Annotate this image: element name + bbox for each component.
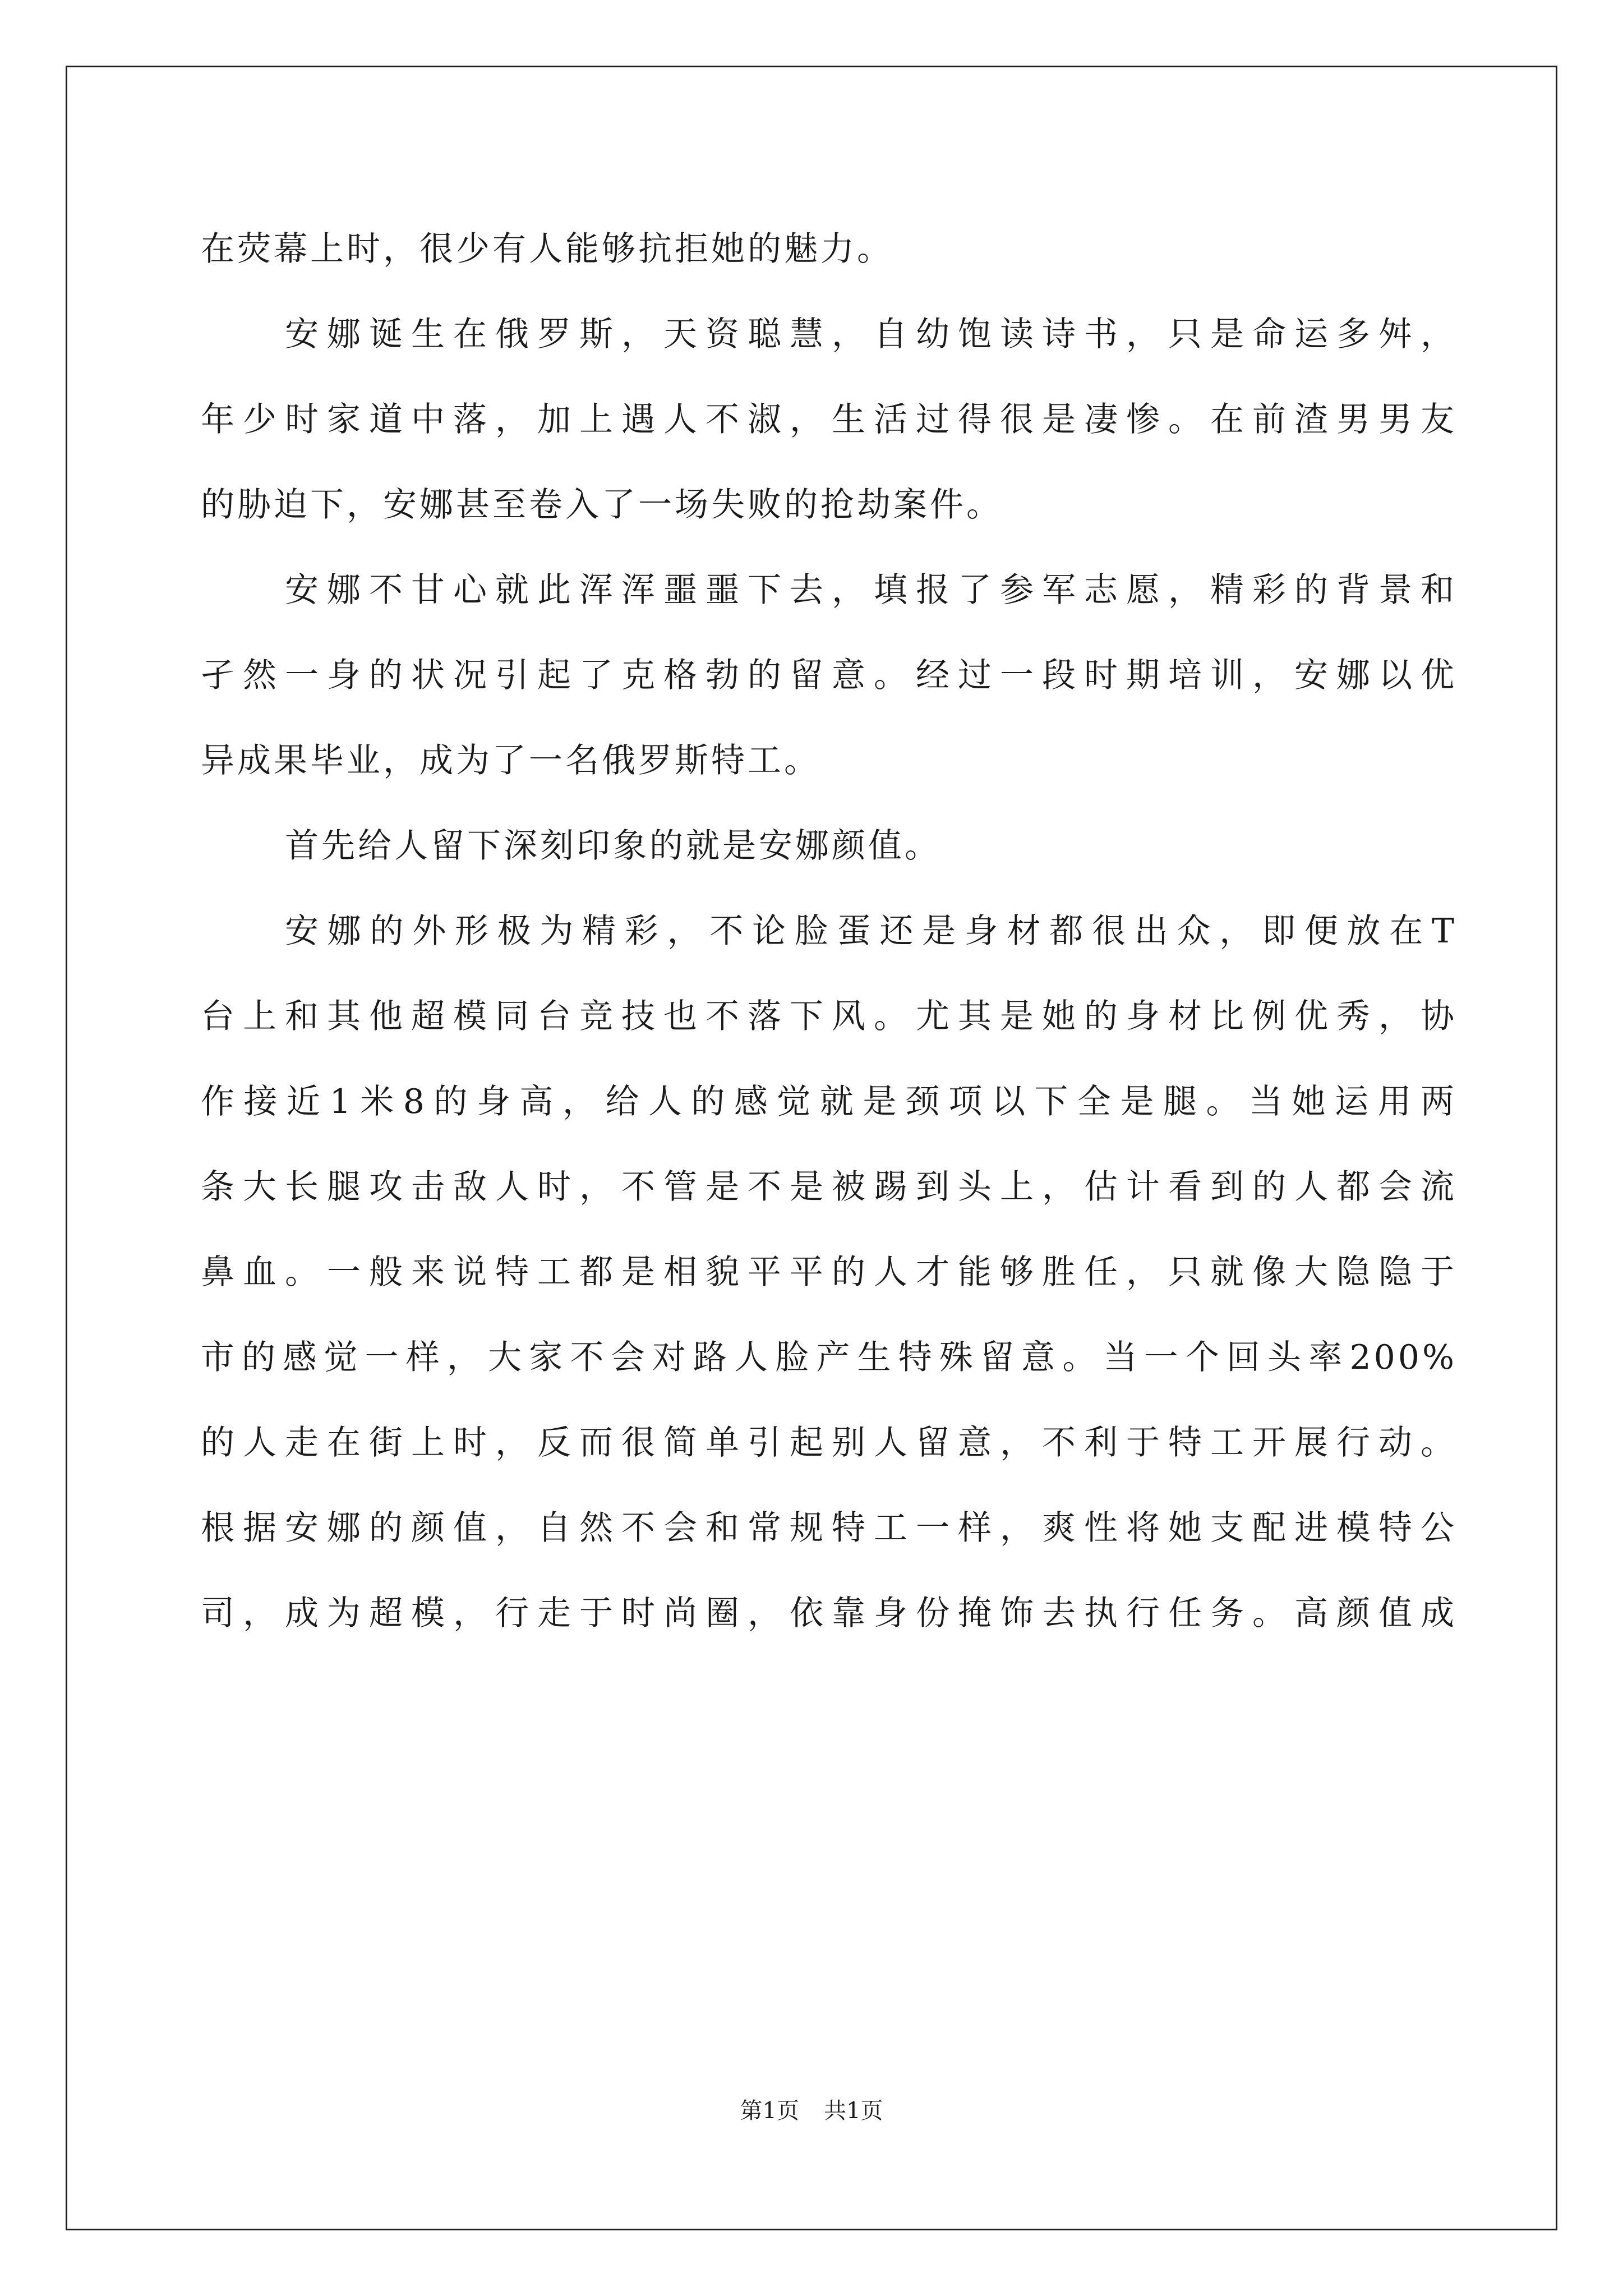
- page-number: 第1页: [740, 2098, 799, 2124]
- paragraph-line: 安娜不甘心就此浑浑噩噩下去，填报了参军志愿，精彩的背景和: [285, 570, 1457, 610]
- document-body: [201, 206, 1457, 1656]
- paragraph-line: 的人走在街上时，反而很简单引起别人留意，不利于特工开展行动。: [201, 1423, 1457, 1462]
- paragraph-line: 的胁迫下，安娜甚至卷入了一场失败的抢劫案件。: [201, 485, 1003, 524]
- paragraph-line: 安娜诞生在俄罗斯，天资聪慧，自幼饱读诗书，只是命运多舛，: [285, 315, 1457, 354]
- paragraph-line: 根据安娜的颜值，自然不会和常规特工一样，爽性将她支配进模特公: [201, 1508, 1457, 1548]
- paragraph-line: 作接近1米8的身高，给人的感觉就是颈项以下全是腿。当她运用两: [201, 1082, 1457, 1121]
- paragraph-line: 条大长腿攻击敌人时，不管是不是被踢到头上，估计看到的人都会流: [201, 1167, 1457, 1207]
- paragraph-line: 孑然一身的状况引起了克格勃的留意。经过一段时期培训，安娜以优: [201, 656, 1457, 695]
- paragraph-line: 年少时家道中落，加上遇人不淑，生活过得很是凄惨。在前渣男男友: [201, 400, 1457, 439]
- paragraph-line: 鼻血。一般来说特工都是相貌平平的人才能够胜任，只就像大隐隐于: [201, 1253, 1457, 1292]
- page-footer: [0, 2095, 1623, 2127]
- paragraph-line: 台上和其他超模同台竞技也不落下风。尤其是她的身材比例优秀，协: [201, 997, 1457, 1036]
- page-total: 共1页: [824, 2098, 883, 2124]
- paragraph-line: 安娜的外形极为精彩，不论脸蛋还是身材都很出众，即便放在T: [285, 912, 1457, 951]
- paragraph-line: 市的感觉一样，大家不会对路人脸产生特殊留意。当一个回头率200%: [201, 1338, 1457, 1377]
- paragraph-line: 异成果毕业，成为了一名俄罗斯特工。: [201, 741, 820, 780]
- paragraph-line: 在荧幕上时，很少有人能够抗拒她的魅力。: [201, 229, 893, 269]
- paragraph-line: 首先给人留下深刻印象的就是安娜颜值。: [285, 826, 941, 866]
- paragraph-line: 司，成为超模，行走于时尚圈，依靠身份掩饰去执行任务。高颜值成: [201, 1594, 1457, 1633]
